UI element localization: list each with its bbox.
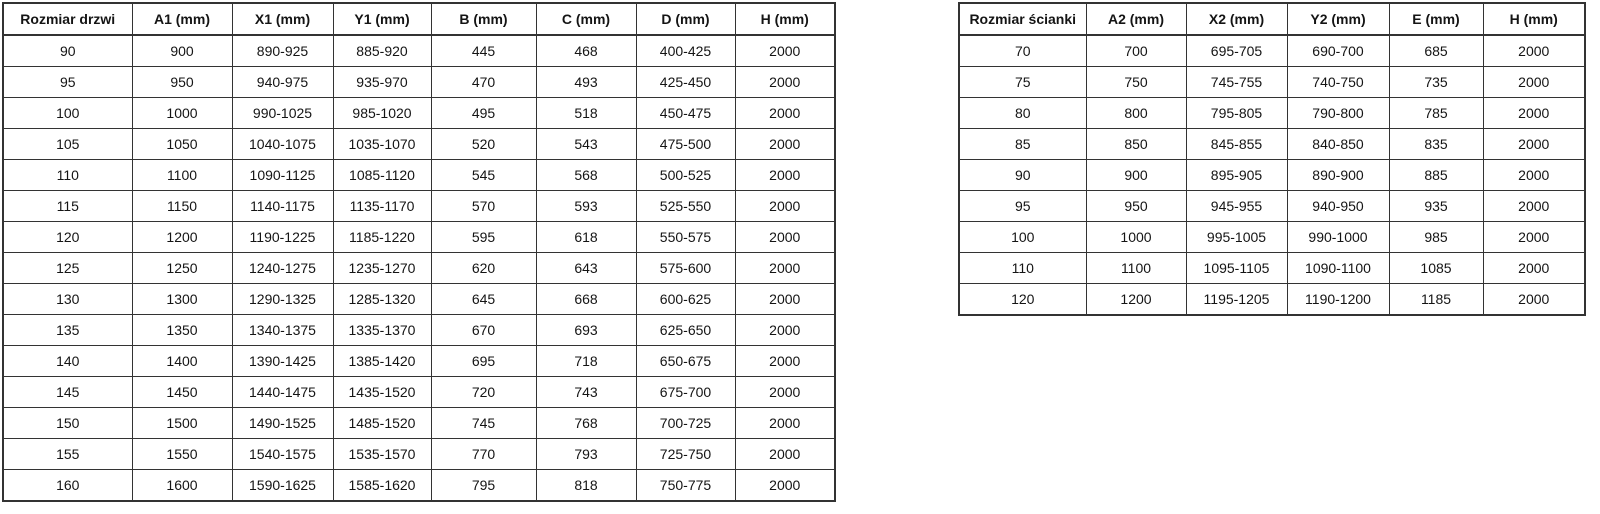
table-cell: 890-900 <box>1287 160 1389 191</box>
table-cell: 1550 <box>132 439 232 470</box>
table-cell: 500-525 <box>636 160 735 191</box>
table-cell: 1100 <box>132 160 232 191</box>
table-row <box>3 377 835 408</box>
table-row <box>959 35 1585 67</box>
table-cell: 890-925 <box>232 35 333 67</box>
table-cell: 1235-1270 <box>333 253 431 284</box>
table-cell: 575-600 <box>636 253 735 284</box>
table-cell: 100 <box>959 222 1086 253</box>
table-row <box>3 408 835 439</box>
header-cell-2: X2 (mm) <box>1186 3 1287 35</box>
table-cell: 400-425 <box>636 35 735 67</box>
table-cell: 2000 <box>735 408 835 439</box>
table-cell: 895-905 <box>1186 160 1287 191</box>
table-cell: 110 <box>959 253 1086 284</box>
table-cell: 450-475 <box>636 98 735 129</box>
table-cell: 1050 <box>132 129 232 160</box>
table-cell: 593 <box>536 191 636 222</box>
table-cell: 1200 <box>1086 284 1186 316</box>
table-cell: 2000 <box>735 346 835 377</box>
table-cell: 130 <box>3 284 132 315</box>
door-size-table <box>2 2 836 502</box>
table-cell: 115 <box>3 191 132 222</box>
table-cell: 160 <box>3 470 132 502</box>
table-row <box>3 98 835 129</box>
table-cell: 1335-1370 <box>333 315 431 346</box>
table-cell: 90 <box>3 35 132 67</box>
table-row <box>959 67 1585 98</box>
table-cell: 1095-1105 <box>1186 253 1287 284</box>
header-row <box>3 3 835 35</box>
table-cell: 935-970 <box>333 67 431 98</box>
table-cell: 950 <box>1086 191 1186 222</box>
table-cell: 1250 <box>132 253 232 284</box>
table-cell: 950 <box>132 67 232 98</box>
table-cell: 740-750 <box>1287 67 1389 98</box>
header-cell-7: H (mm) <box>735 3 835 35</box>
table-cell: 985-1020 <box>333 98 431 129</box>
table-cell: 2000 <box>1483 160 1585 191</box>
table-cell: 570 <box>431 191 536 222</box>
table-cell: 995-1005 <box>1186 222 1287 253</box>
table-cell: 618 <box>536 222 636 253</box>
table-row <box>3 253 835 284</box>
table-cell: 1185-1220 <box>333 222 431 253</box>
table-cell: 750-775 <box>636 470 735 502</box>
table-row <box>959 284 1585 316</box>
header-cell-1: A2 (mm) <box>1086 3 1186 35</box>
door-table-body <box>3 35 835 501</box>
table-cell: 568 <box>536 160 636 191</box>
header-row <box>959 3 1585 35</box>
table-cell: 1040-1075 <box>232 129 333 160</box>
table-row <box>3 470 835 502</box>
table-row <box>3 222 835 253</box>
table-cell: 135 <box>3 315 132 346</box>
table-cell: 2000 <box>735 129 835 160</box>
table-cell: 110 <box>3 160 132 191</box>
table-cell: 1240-1275 <box>232 253 333 284</box>
table-cell: 1200 <box>132 222 232 253</box>
wall-table-head <box>959 3 1585 35</box>
table-cell: 685 <box>1389 35 1483 67</box>
table-cell: 2000 <box>1483 98 1585 129</box>
table-cell: 900 <box>1086 160 1186 191</box>
table-cell: 793 <box>536 439 636 470</box>
table-cell: 1390-1425 <box>232 346 333 377</box>
table-cell: 1485-1520 <box>333 408 431 439</box>
table-cell: 100 <box>3 98 132 129</box>
table-cell: 525-550 <box>636 191 735 222</box>
table-cell: 620 <box>431 253 536 284</box>
header-cell-2: X1 (mm) <box>232 3 333 35</box>
header-cell-3: Y2 (mm) <box>1287 3 1389 35</box>
table-cell: 1290-1325 <box>232 284 333 315</box>
table-cell: 1190-1200 <box>1287 284 1389 316</box>
table-cell: 720 <box>431 377 536 408</box>
table-cell: 840-850 <box>1287 129 1389 160</box>
table-cell: 670 <box>431 315 536 346</box>
table-cell: 768 <box>536 408 636 439</box>
table-cell: 105 <box>3 129 132 160</box>
table-cell: 120 <box>3 222 132 253</box>
table-cell: 2000 <box>1483 253 1585 284</box>
table-cell: 1090-1125 <box>232 160 333 191</box>
table-cell: 650-675 <box>636 346 735 377</box>
table-cell: 2000 <box>735 160 835 191</box>
table-cell: 493 <box>536 67 636 98</box>
table-cell: 2000 <box>735 98 835 129</box>
table-cell: 835 <box>1389 129 1483 160</box>
table-cell: 2000 <box>1483 129 1585 160</box>
table-cell: 1590-1625 <box>232 470 333 502</box>
header-cell-0: Rozmiar ścianki <box>959 3 1086 35</box>
table-cell: 1150 <box>132 191 232 222</box>
table-cell: 2000 <box>735 35 835 67</box>
table-cell: 750 <box>1086 67 1186 98</box>
table-cell: 1585-1620 <box>333 470 431 502</box>
table-cell: 80 <box>959 98 1086 129</box>
table-cell: 90 <box>959 160 1086 191</box>
table-cell: 885 <box>1389 160 1483 191</box>
table-cell: 145 <box>3 377 132 408</box>
table-cell: 155 <box>3 439 132 470</box>
table-cell: 945-955 <box>1186 191 1287 222</box>
header-cell-0: Rozmiar drzwi <box>3 3 132 35</box>
table-cell: 695 <box>431 346 536 377</box>
table-cell: 595 <box>431 222 536 253</box>
table-cell: 1085-1120 <box>333 160 431 191</box>
table-cell: 2000 <box>1483 191 1585 222</box>
table-cell: 1085 <box>1389 253 1483 284</box>
table-cell: 745 <box>431 408 536 439</box>
table-cell: 2000 <box>735 377 835 408</box>
table-cell: 520 <box>431 129 536 160</box>
table-cell: 550-575 <box>636 222 735 253</box>
table-cell: 2000 <box>1483 67 1585 98</box>
table-row <box>3 191 835 222</box>
table-cell: 545 <box>431 160 536 191</box>
table-cell: 1350 <box>132 315 232 346</box>
table-row <box>959 160 1585 191</box>
table-cell: 1535-1570 <box>333 439 431 470</box>
table-row <box>3 67 835 98</box>
door-table-head <box>3 3 835 35</box>
table-cell: 1490-1525 <box>232 408 333 439</box>
header-cell-4: E (mm) <box>1389 3 1483 35</box>
table-cell: 2000 <box>1483 35 1585 67</box>
table-row <box>3 35 835 67</box>
table-cell: 1100 <box>1086 253 1186 284</box>
table-cell: 795 <box>431 470 536 502</box>
table-row <box>3 439 835 470</box>
table-row <box>3 129 835 160</box>
table-cell: 2000 <box>735 470 835 502</box>
wall-table-body <box>959 35 1585 315</box>
header-cell-3: Y1 (mm) <box>333 3 431 35</box>
table-cell: 700-725 <box>636 408 735 439</box>
table-cell: 2000 <box>735 439 835 470</box>
table-cell: 2000 <box>1483 284 1585 316</box>
header-cell-5: H (mm) <box>1483 3 1585 35</box>
table-cell: 850 <box>1086 129 1186 160</box>
table-cell: 2000 <box>735 222 835 253</box>
table-cell: 985 <box>1389 222 1483 253</box>
table-row <box>3 284 835 315</box>
table-cell: 2000 <box>735 315 835 346</box>
table-cell: 2000 <box>735 191 835 222</box>
table-cell: 695-705 <box>1186 35 1287 67</box>
table-row <box>959 191 1585 222</box>
table-cell: 795-805 <box>1186 98 1287 129</box>
table-cell: 543 <box>536 129 636 160</box>
table-cell: 140 <box>3 346 132 377</box>
table-cell: 1385-1420 <box>333 346 431 377</box>
table-cell: 1540-1575 <box>232 439 333 470</box>
table-cell: 600-625 <box>636 284 735 315</box>
table-cell: 1600 <box>132 470 232 502</box>
table-cell: 495 <box>431 98 536 129</box>
table-cell: 125 <box>3 253 132 284</box>
table-cell: 2000 <box>735 284 835 315</box>
table-cell: 818 <box>536 470 636 502</box>
table-cell: 735 <box>1389 67 1483 98</box>
table-cell: 2000 <box>1483 222 1585 253</box>
table-cell: 120 <box>959 284 1086 316</box>
table-cell: 900 <box>132 35 232 67</box>
table-cell: 70 <box>959 35 1086 67</box>
table-cell: 1435-1520 <box>333 377 431 408</box>
table-cell: 75 <box>959 67 1086 98</box>
table-cell: 85 <box>959 129 1086 160</box>
table-cell: 770 <box>431 439 536 470</box>
table-cell: 800 <box>1086 98 1186 129</box>
table-cell: 1000 <box>132 98 232 129</box>
table-cell: 150 <box>3 408 132 439</box>
table-cell: 518 <box>536 98 636 129</box>
table-cell: 1300 <box>132 284 232 315</box>
table-cell: 1195-1205 <box>1186 284 1287 316</box>
table-row <box>3 346 835 377</box>
table-cell: 1190-1225 <box>232 222 333 253</box>
table-cell: 468 <box>536 35 636 67</box>
table-cell: 745-755 <box>1186 67 1287 98</box>
table-cell: 425-450 <box>636 67 735 98</box>
table-cell: 940-975 <box>232 67 333 98</box>
table-cell: 690-700 <box>1287 35 1389 67</box>
table-row <box>959 253 1585 284</box>
table-cell: 693 <box>536 315 636 346</box>
table-cell: 718 <box>536 346 636 377</box>
table-cell: 990-1025 <box>232 98 333 129</box>
table-cell: 1135-1170 <box>333 191 431 222</box>
table-cell: 1500 <box>132 408 232 439</box>
table-cell: 1440-1475 <box>232 377 333 408</box>
table-cell: 625-650 <box>636 315 735 346</box>
table-cell: 95 <box>3 67 132 98</box>
table-cell: 2000 <box>735 67 835 98</box>
table-cell: 785 <box>1389 98 1483 129</box>
table-row <box>959 222 1585 253</box>
header-cell-4: B (mm) <box>431 3 536 35</box>
table-cell: 643 <box>536 253 636 284</box>
table-cell: 1285-1320 <box>333 284 431 315</box>
table-cell: 990-1000 <box>1287 222 1389 253</box>
table-cell: 2000 <box>735 253 835 284</box>
table-row <box>959 129 1585 160</box>
table-cell: 940-950 <box>1287 191 1389 222</box>
header-cell-5: C (mm) <box>536 3 636 35</box>
table-cell: 1185 <box>1389 284 1483 316</box>
table-cell: 1140-1175 <box>232 191 333 222</box>
table-cell: 790-800 <box>1287 98 1389 129</box>
table-cell: 470 <box>431 67 536 98</box>
table-cell: 668 <box>536 284 636 315</box>
table-cell: 935 <box>1389 191 1483 222</box>
table-cell: 1090-1100 <box>1287 253 1389 284</box>
table-cell: 475-500 <box>636 129 735 160</box>
table-cell: 1450 <box>132 377 232 408</box>
header-cell-1: A1 (mm) <box>132 3 232 35</box>
table-cell: 1000 <box>1086 222 1186 253</box>
table-cell: 725-750 <box>636 439 735 470</box>
table-cell: 445 <box>431 35 536 67</box>
table-cell: 1340-1375 <box>232 315 333 346</box>
table-cell: 885-920 <box>333 35 431 67</box>
table-row <box>3 315 835 346</box>
table-cell: 1400 <box>132 346 232 377</box>
table-cell: 645 <box>431 284 536 315</box>
table-cell: 675-700 <box>636 377 735 408</box>
header-cell-6: D (mm) <box>636 3 735 35</box>
table-cell: 845-855 <box>1186 129 1287 160</box>
table-cell: 95 <box>959 191 1086 222</box>
table-row <box>3 160 835 191</box>
table-cell: 1035-1070 <box>333 129 431 160</box>
table-cell: 743 <box>536 377 636 408</box>
wall-size-table <box>958 2 1586 316</box>
table-row <box>959 98 1585 129</box>
table-cell: 700 <box>1086 35 1186 67</box>
